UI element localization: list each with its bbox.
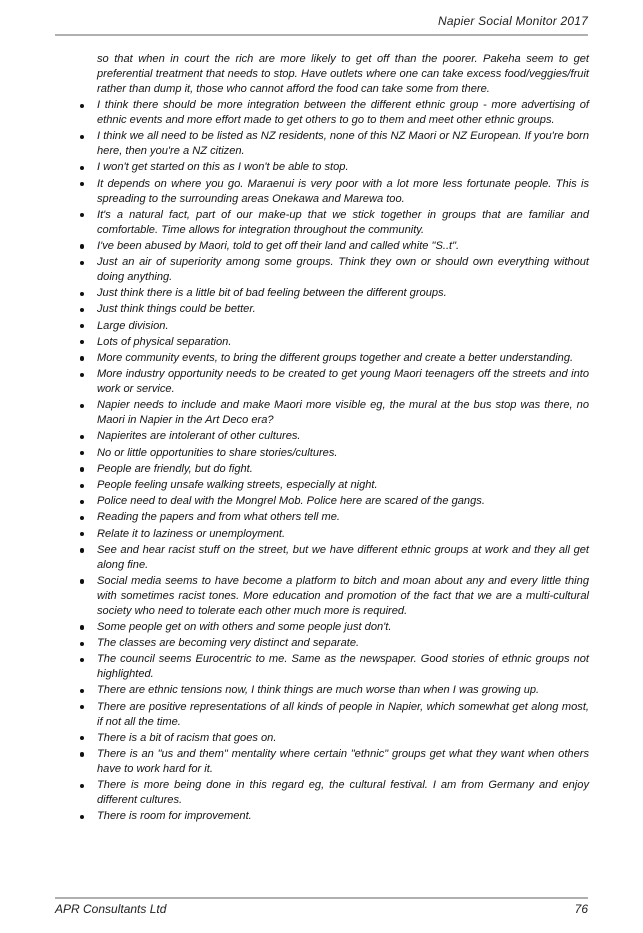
bullet-icon <box>80 658 84 662</box>
bullet-icon <box>80 579 84 583</box>
bullet-icon <box>80 404 84 408</box>
list-item <box>58 98 589 128</box>
bullet-icon <box>80 752 84 756</box>
list-item-text: More community events, to bring the different groups together and create a better understanding. <box>97 351 574 364</box>
bullet-icon <box>80 182 84 186</box>
bullet-icon <box>80 467 84 471</box>
list-item <box>58 129 589 159</box>
list-item-text: I think we all need to be listed as NZ residents, none of this NZ Maori or NZ European. If you're born here, then you're a NZ citizen. <box>97 130 589 158</box>
list-item-text: Reading the papers and from what others tell me. <box>97 511 340 524</box>
list-item-text: Social media seems to have become a platform to bitch and moan about any and every little thing with sometimes racist tones. More education and promotion of the fact that we are a multi-cultural society who need to tolerate each other much more is required. <box>97 574 589 617</box>
list-item-text: Napierites are intolerant of other cultures. <box>97 430 301 443</box>
list-item-text: More industry opportunity needs to be created to get young Maori teenagers off the streets and into work or service. <box>97 368 589 396</box>
list-item-text: No or little opportunities to share stories/cultures. <box>97 446 338 459</box>
bullet-icon <box>80 324 84 328</box>
bullet-icon <box>80 308 84 312</box>
bullet-icon <box>80 373 84 377</box>
response-list <box>58 98 589 824</box>
bullet-icon <box>80 689 84 693</box>
list-item-text: The classes are becoming very distinct and separate. <box>97 637 360 650</box>
bullet-icon <box>80 484 84 488</box>
list-item <box>58 778 589 808</box>
bullet-icon <box>80 451 84 455</box>
list-item-text: It's a natural fact, part of our make-up that we stick together in groups that are familiar and comfortable. Time allows for integration throughout the community. <box>97 208 589 236</box>
bullet-icon <box>80 356 84 360</box>
bullet-icon <box>80 705 84 709</box>
page-content <box>58 52 589 885</box>
bullet-icon <box>80 500 84 504</box>
list-item <box>58 208 589 238</box>
list-item-text: Just an air of superiority among some groups. Think they own or should own everything without doing anything. <box>97 256 589 283</box>
bullet-icon <box>80 244 84 248</box>
list-item-text: I've been abused by Maori, told to get off their land and called white "S..t". <box>97 239 460 252</box>
list-item-text: There is a bit of racism that goes on. <box>97 731 277 744</box>
list-item-text: I won't get started on this as I won't be able to stop. <box>97 161 349 174</box>
list-item <box>58 160 589 175</box>
list-item <box>58 446 589 461</box>
bullet-icon <box>80 340 84 344</box>
bullet-icon <box>80 135 84 139</box>
bullet-icon <box>80 736 84 740</box>
list-item-text: Relate it to laziness or unemployment. <box>97 527 286 540</box>
list-item <box>58 478 589 493</box>
list-item-text: It depends on where you go. Maraenui is very poor with a lot more less fortunate people. This is spreading to the surrounding areas Onekawa and Marewa too. <box>97 177 589 205</box>
list-item-text: Napier needs to include and make Maori more visible eg, the mural at the bus stop was there, no Maori in Napier in the Art Deco era? <box>97 399 589 427</box>
bullet-icon <box>80 642 84 646</box>
list-item <box>58 620 589 635</box>
company-name: APR Consultants Ltd <box>55 902 167 916</box>
list-item <box>58 286 589 301</box>
list-item <box>58 747 589 777</box>
bullet-icon <box>80 784 84 788</box>
list-item <box>58 494 589 509</box>
bullet-icon <box>80 261 84 265</box>
list-item-text: Just think there is a little bit of bad feeling between the different groups. <box>97 287 447 300</box>
list-item-text: There is more being done in this regard eg, the cultural festival. I am from Germany and enjoy different cultures. <box>97 779 589 806</box>
list-item-text: Some people get on with others and some people just don't. <box>97 620 392 633</box>
list-item <box>58 255 589 285</box>
list-item <box>58 462 589 477</box>
bullet-icon <box>80 166 84 170</box>
report-title: Napier Social Monitor 2017 <box>438 14 588 28</box>
bullet-icon <box>80 625 84 629</box>
list-item-text: Just think things could be better. <box>97 303 256 316</box>
continued-paragraph: so that when in court the rich are more likely to get off than the poorer. Pakeha seem to get preferential treatment that needs to stop. Have outlets where one can take excess food/veggies/fruit rather than dump it, those who cannot afford the food can take some from there. <box>97 53 589 95</box>
bullet-icon <box>80 532 84 536</box>
list-item <box>58 543 589 573</box>
list-item-text: There are ethnic tensions now, I think things are much worse than when I was growing up. <box>97 684 540 697</box>
bullet-icon <box>80 516 84 520</box>
list-item <box>58 335 589 350</box>
list-item <box>58 429 589 444</box>
list-item-text: Lots of physical separation. <box>97 335 232 348</box>
bullet-icon <box>80 815 84 819</box>
list-item-text: People are friendly, but do fight. <box>97 462 253 475</box>
list-item <box>58 367 589 397</box>
list-item <box>58 351 589 366</box>
list-item <box>58 510 589 525</box>
list-item <box>58 239 589 254</box>
list-item <box>58 683 589 698</box>
list-item <box>58 319 589 334</box>
list-item <box>58 809 589 824</box>
list-item <box>58 731 589 746</box>
list-item <box>58 398 589 428</box>
list-item-text: See and hear racist stuff on the street, but we have different ethnic groups at work and they all get along fine. <box>97 543 589 571</box>
page-footer <box>55 897 588 921</box>
list-item-text: There are positive representations of all kinds of people in Napier, which somewhat get along most, if not all the time. <box>97 700 589 728</box>
list-item <box>58 302 589 317</box>
list-item <box>58 574 589 619</box>
bullet-icon <box>80 104 84 108</box>
list-item-text: Large division. <box>97 319 169 332</box>
list-item <box>58 652 589 682</box>
bullet-icon <box>80 435 84 439</box>
list-item <box>58 700 589 730</box>
bullet-icon <box>80 213 84 217</box>
list-item <box>58 636 589 651</box>
list-item-text: People feeling unsafe walking streets, especially at night. <box>97 479 378 492</box>
list-item-text: Police need to deal with the Mongrel Mob. Police here are scared of the gangs. <box>97 495 485 508</box>
page-header <box>55 12 588 36</box>
list-item-text: There is an "us and them" mentality where certain "ethnic" groups get what they want when others have to work hard for it. <box>97 747 589 775</box>
bullet-icon <box>80 292 84 296</box>
list-item <box>58 177 589 207</box>
list-item-text: The council seems Eurocentric to me. Same as the newspaper. Good stories of ethnic groups not highlighted. <box>97 653 589 681</box>
page-number: 76 <box>574 902 588 916</box>
list-item <box>58 527 589 542</box>
bullet-icon <box>80 548 84 552</box>
list-item-text: There is room for improvement. <box>97 810 252 823</box>
list-item-text: I think there should be more integration between the different ethnic group - more advertising of ethnic events and more effort made to get others to go to them and meet other ethnic groups. <box>97 99 589 127</box>
